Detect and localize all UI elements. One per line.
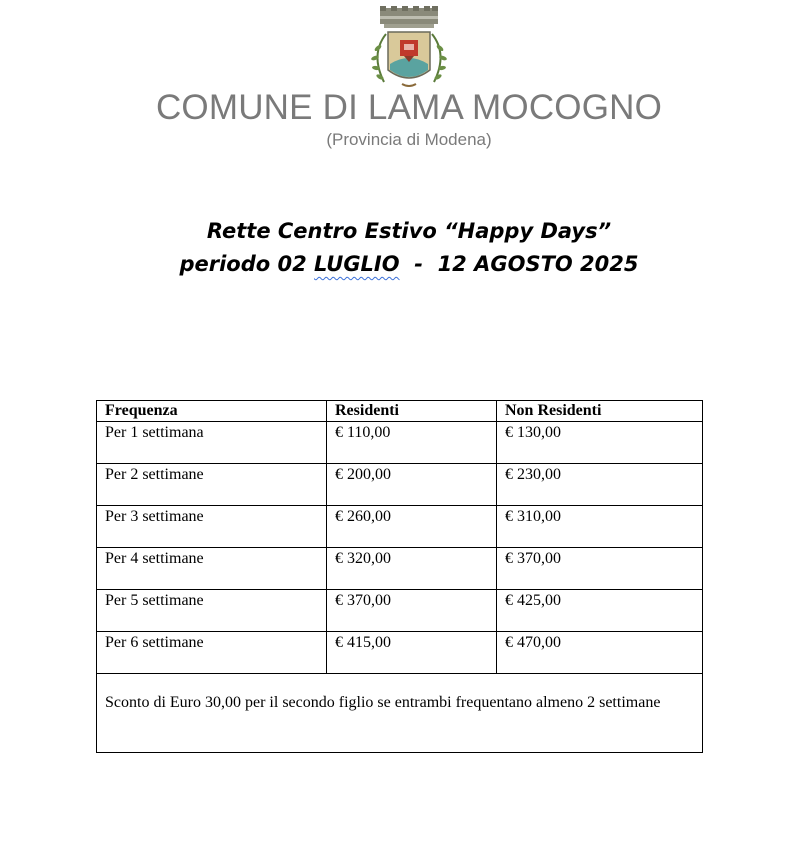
organization-name: COMUNE DI LAMA MOCOGNO bbox=[155, 88, 663, 127]
table-row bbox=[97, 632, 703, 674]
frequency-cell: Per 3 settimane bbox=[97, 506, 327, 548]
header-frequency: Frequenza bbox=[97, 401, 327, 422]
header-non-residents: Non Residenti bbox=[497, 401, 703, 422]
period-suffix: - 12 AGOSTO 2025 bbox=[399, 252, 639, 276]
residents-fee-cell: € 320,00 bbox=[327, 548, 497, 590]
discount-note: Sconto di Euro 30,00 per il secondo figlio se entrambi frequentano almeno 2 settimane bbox=[97, 674, 703, 753]
residents-fee-cell: € 370,00 bbox=[327, 590, 497, 632]
table-row bbox=[97, 548, 703, 590]
non-residents-fee-cell: € 130,00 bbox=[497, 422, 703, 464]
frequency-cell: Per 6 settimane bbox=[97, 632, 327, 674]
table-header-row bbox=[97, 401, 703, 422]
table-row bbox=[97, 590, 703, 632]
residents-fee-cell: € 260,00 bbox=[327, 506, 497, 548]
period-month-spellcheck: LUGLIO bbox=[314, 252, 400, 276]
frequency-cell: Per 1 settimana bbox=[97, 422, 327, 464]
residents-fee-cell: € 415,00 bbox=[327, 632, 497, 674]
residents-fee-cell: € 110,00 bbox=[327, 422, 497, 464]
period-prefix: periodo 02 bbox=[179, 252, 315, 276]
document-period bbox=[0, 252, 795, 276]
discount-note-row bbox=[97, 674, 703, 753]
table-row bbox=[97, 464, 703, 506]
non-residents-fee-cell: € 370,00 bbox=[497, 548, 703, 590]
frequency-cell: Per 4 settimane bbox=[97, 548, 327, 590]
non-residents-fee-cell: € 425,00 bbox=[497, 590, 703, 632]
non-residents-fee-cell: € 310,00 bbox=[497, 506, 703, 548]
non-residents-fee-cell: € 470,00 bbox=[497, 632, 703, 674]
table-row bbox=[97, 506, 703, 548]
header-residents: Residenti bbox=[327, 401, 497, 422]
frequency-cell: Per 5 settimane bbox=[97, 590, 327, 632]
non-residents-fee-cell: € 230,00 bbox=[497, 464, 703, 506]
province-subtitle: (Provincia di Modena) bbox=[326, 130, 492, 149]
table-row bbox=[97, 422, 703, 464]
document-title: Rette Centro Estivo “Happy Days” bbox=[206, 219, 612, 243]
fees-table bbox=[96, 400, 703, 753]
residents-fee-cell: € 200,00 bbox=[327, 464, 497, 506]
municipal-coat-of-arms-icon bbox=[364, 4, 454, 90]
frequency-cell: Per 2 settimane bbox=[97, 464, 327, 506]
